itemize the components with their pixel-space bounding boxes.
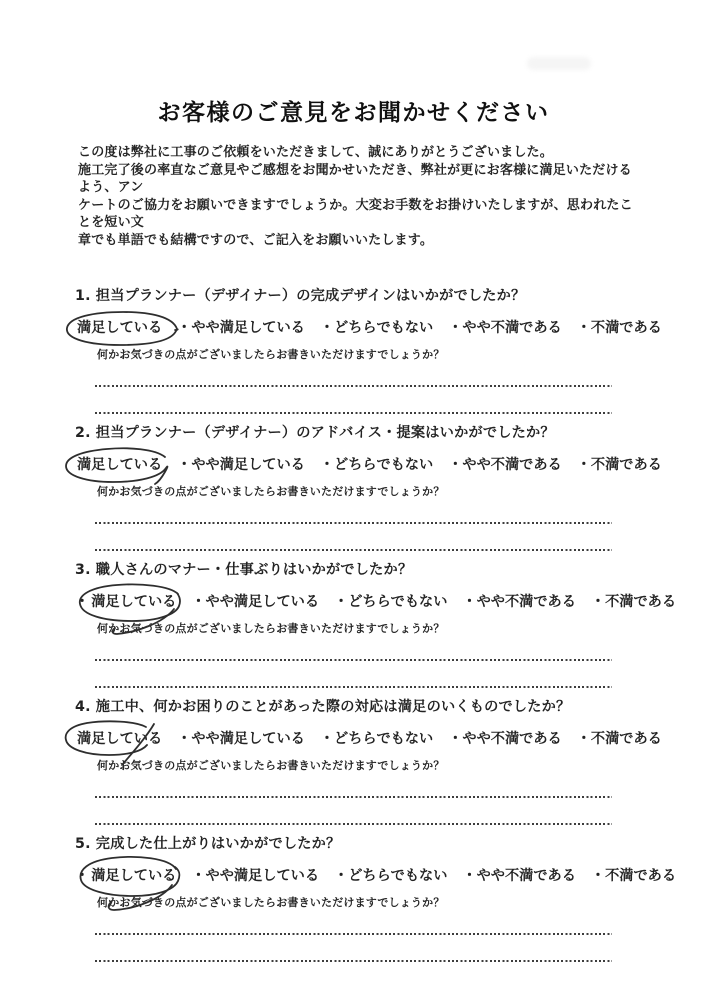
question-block-5 [75, 834, 677, 962]
option-selected [77, 318, 162, 338]
note-prompt: 何かお気づきの点がございましたらお書きいただけますでしょうか？ [97, 896, 445, 909]
options-row [75, 729, 662, 749]
question-text: 5. 完成した仕上がりはいかがでしたか？ [75, 836, 341, 852]
option-selected [91, 866, 176, 886]
options-row [75, 592, 677, 612]
answer-line [95, 823, 612, 825]
question-list [75, 286, 677, 962]
question-text: 1. 担当プランナー（デザイナー）の完成デザインはいかがでしたか？ [75, 288, 526, 304]
note-prompt: 何かお気づきの点がございましたらお書きいただけますでしょうか？ [97, 759, 445, 772]
question-block-3 [75, 560, 677, 688]
option-label: 満足している [91, 594, 177, 610]
option: ・やや不満である [462, 594, 576, 610]
option: ・不満である [576, 320, 662, 336]
option: ・やや不満である [448, 320, 562, 336]
option-selected [77, 729, 162, 749]
option-label: 満足している [77, 457, 163, 473]
option-label: 満足している [77, 320, 163, 336]
option: ・どちらでもない [319, 731, 434, 747]
question-block-2 [75, 423, 662, 551]
intro-line: ケートのご協力をお願いできますでしょうか。大変お手数をお掛けいたしますが、思われたことを短い文 [78, 197, 633, 230]
note-prompt: 何かお気づきの点がございましたらお書きいただけますでしょうか？ [97, 348, 445, 361]
option-label: 満足している [77, 731, 163, 747]
options-row [75, 318, 662, 338]
answer-line [95, 960, 612, 962]
answer-line [95, 796, 612, 798]
option: ・やや不満である [462, 868, 576, 884]
option: ・不満である [590, 868, 677, 884]
option: ・どちらでもない [334, 594, 448, 610]
question-text: 2. 担当プランナー（デザイナー）のアドバイス・提案はいかがでしたか？ [75, 425, 555, 441]
options-row [75, 455, 662, 475]
options-row [75, 866, 677, 886]
option: ・どちらでもない [334, 868, 448, 884]
option: ・やや満足している [191, 594, 320, 610]
option: ・どちらでもない [319, 320, 434, 336]
option: ・やや不満である [448, 457, 562, 473]
answer-line [95, 686, 612, 688]
option-selected [91, 592, 176, 612]
option: ・やや不満である [448, 731, 562, 747]
option: ・やや満足している [177, 320, 305, 336]
intro-line: 施工完了後の率直なご意見やご感想をお聞かせいただき、弊社が更にお客様に満足いただけるよう、アン [78, 162, 632, 195]
intro-paragraph [78, 144, 634, 249]
question-block-1 [75, 286, 662, 414]
answer-line [95, 522, 612, 524]
option-bullet: ・ [75, 594, 90, 610]
page-title: お客様のご意見をお聞かせください [157, 100, 550, 125]
option-label: 満足している [91, 868, 177, 884]
option-selected [77, 455, 162, 475]
answer-line [95, 412, 612, 414]
option: ・どちらでもない [319, 457, 434, 473]
intro-line: 章でも単語でも結構ですので、ご記入をお願いいたします。 [78, 232, 434, 248]
option: ・不満である [576, 457, 662, 473]
option: ・不満である [590, 594, 677, 610]
intro-line: この度は弊社に工事のご依頼をいただきまして、誠にありがとうございました。 [78, 145, 553, 160]
question-text: 4. 施工中、何かお困りのことがあった際の対応は満足のいくものでしたか？ [75, 699, 571, 715]
question-text: 3. 職人さんのマナー・仕事ぶりはいかがでしたか？ [75, 562, 413, 578]
question-block-4 [75, 697, 662, 825]
option: ・不満である [576, 731, 662, 747]
option: ・やや満足している [191, 868, 320, 884]
answer-line [95, 549, 612, 551]
answer-line [95, 659, 612, 661]
scan-smudge [527, 57, 591, 70]
option: ・やや満足している [177, 457, 305, 473]
answer-line [95, 385, 612, 387]
note-prompt: 何かお気づきの点がございましたらお書きいただけますでしょうか？ [97, 622, 445, 635]
option-bullet: ・ [75, 868, 90, 884]
note-prompt: 何かお気づきの点がございましたらお書きいただけますでしょうか？ [97, 485, 445, 498]
answer-line [95, 933, 612, 935]
option: ・やや満足している [177, 731, 305, 747]
